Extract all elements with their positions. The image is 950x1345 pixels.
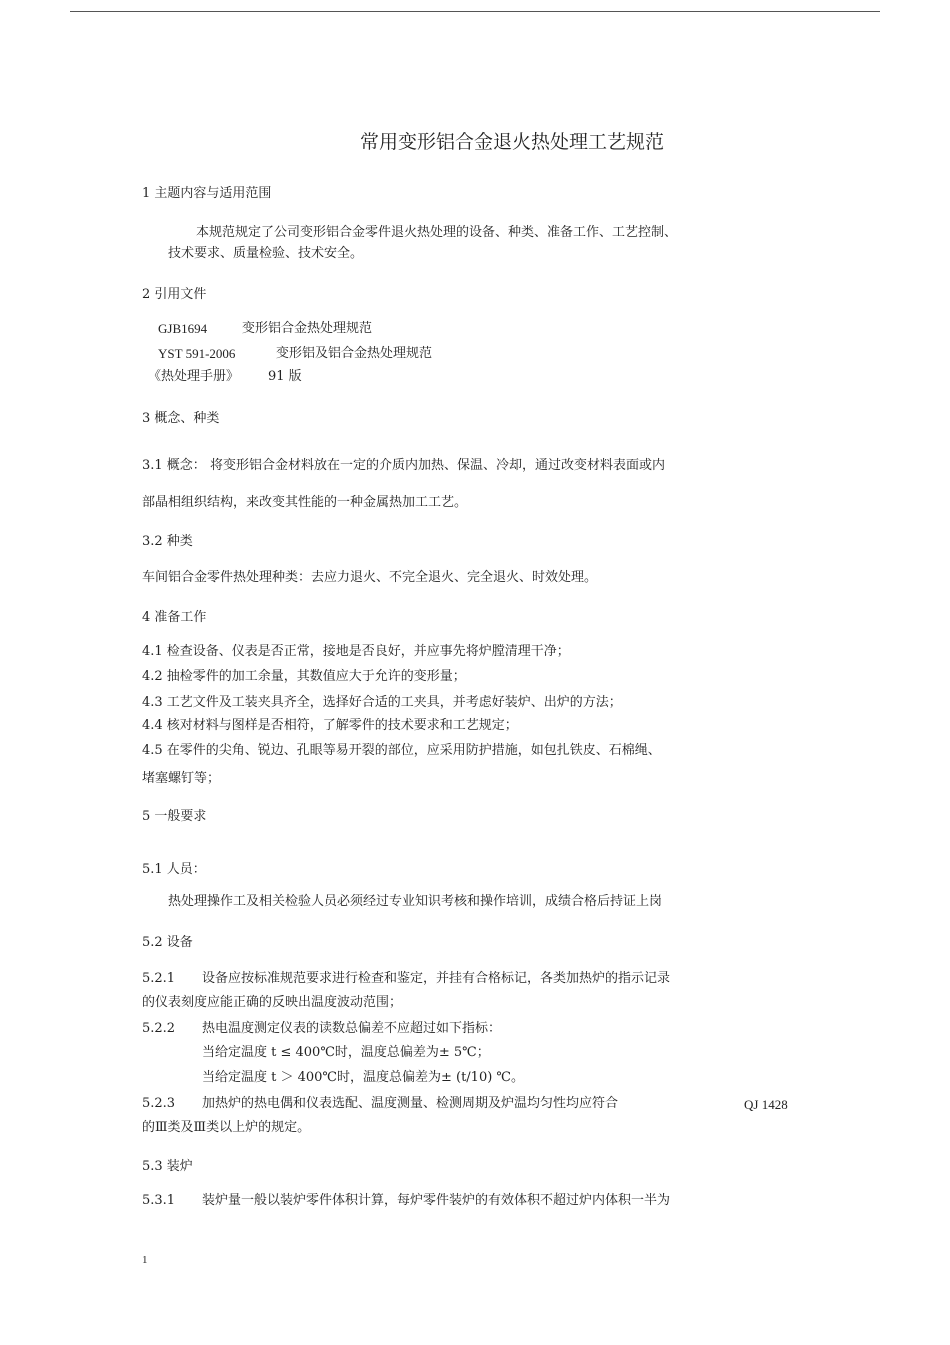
section-1-paragraph-line-2: 技术要求、质量检验、技术安全。 [168, 246, 364, 261]
section-5-1-heading: 5.1 人员： [142, 862, 206, 877]
reference-code-3: 《热处理手册》 [148, 369, 240, 384]
section-5-2-2-line-1: 热电温度测定仪表的读数总偏差不应超过如下指标： [202, 1021, 502, 1036]
list-item: 4.4 核对材料与图样是否相符，了解零件的技术要求和工艺规定； [142, 718, 518, 733]
section-5-2-3-number: 5.2.3 [142, 1096, 176, 1111]
list-item: 堵塞螺钉等； [142, 771, 221, 786]
section-5-heading: 5 一般要求 [142, 809, 207, 824]
list-item: 4.1 检查设备、仪表是否正常，接地是否良好，并应事先将炉膛清理干净； [142, 644, 570, 659]
section-5-2-3-line-1: 加热炉的热电偶和仪表选配、温度测量、检测周期及炉温均匀性均应符合 [202, 1096, 619, 1111]
section-5-3-1-line-1: 装炉量一般以装炉零件体积计算，每炉零件装炉的有效体积不超过炉内体积一半为 [202, 1193, 671, 1208]
section-3-heading: 3 概念、种类 [142, 411, 220, 426]
reference-code-1: GJB1694 [158, 321, 208, 336]
section-5-2-1-number: 5.2.1 [142, 971, 176, 986]
section-5-2-2-line-3: 当给定温度 t ＞ 400℃时，温度总偏差为± (t/10) ℃。 [202, 1070, 524, 1085]
reference-name-1: 变形铝合金热处理规范 [242, 321, 373, 336]
section-1-heading: 1 主题内容与适用范围 [142, 186, 272, 201]
section-3-1-line-2: 部晶相组织结构，来改变其性能的一种金属热加工工艺。 [142, 495, 468, 510]
standard-reference: QJ 1428 [744, 1097, 788, 1112]
header-rule [70, 11, 880, 12]
section-3-2-body: 车间铝合金零件热处理种类：去应力退火、不完全退火、完全退火、时效处理。 [142, 570, 598, 585]
section-1-paragraph-line-1: 本规范规定了公司变形铝合金零件退火热处理的设备、种类、准备工作、工艺控制、 [196, 225, 678, 240]
reference-code-2: YST 591-2006 [158, 346, 236, 361]
section-3-2-heading: 3.2 种类 [142, 534, 193, 549]
section-3-1-line-1: 3.1 概念： 将变形铝合金材料放在一定的介质内加热、保温、冷却，通过改变材料表面或内 [142, 458, 665, 473]
section-5-3-1-number: 5.3.1 [142, 1193, 176, 1208]
reference-name-2: 变形铝及铝合金热处理规范 [276, 346, 433, 361]
section-5-1-body: 热处理操作工及相关检验人员必须经过专业知识考核和操作培训，成绩合格后持证上岗 [168, 894, 663, 909]
page-number: 1 [142, 1254, 148, 1266]
section-5-2-heading: 5.2 设备 [142, 935, 193, 950]
section-5-2-2-number: 5.2.2 [142, 1021, 176, 1036]
document-title: 常用变形铝合金退火热处理工艺规范 [359, 131, 664, 153]
section-5-2-1-line-2: 的仪表刻度应能正确的反映出温度波动范围； [142, 995, 403, 1010]
section-5-2-3-line-2: 的Ⅲ类及Ⅲ类以上炉的规定。 [142, 1120, 311, 1135]
list-item: 4.5 在零件的尖角、锐边、孔眼等易开裂的部位，应采用防护措施，如包扎铁皮、石棉绳、 [142, 743, 661, 758]
section-5-2-2-line-2: 当给定温度 t ≤ 400℃时，温度总偏差为± 5℃； [202, 1045, 490, 1060]
section-2-heading: 2 引用文件 [142, 287, 207, 302]
section-5-3-heading: 5.3 装炉 [142, 1159, 193, 1174]
list-item: 4.3 工艺文件及工装夹具齐全，选择好合适的工夹具，并考虑好装炉、出炉的方法； [142, 695, 622, 710]
section-5-2-1-line-1: 设备应按标准规范要求进行检查和鉴定，并挂有合格标记，各类加热炉的指示记录 [202, 971, 671, 986]
reference-name-3: 91 版 [268, 369, 302, 384]
section-4-heading: 4 准备工作 [142, 610, 207, 625]
list-item: 4.2 抽检零件的加工余量，其数值应大于允许的变形量； [142, 669, 466, 684]
